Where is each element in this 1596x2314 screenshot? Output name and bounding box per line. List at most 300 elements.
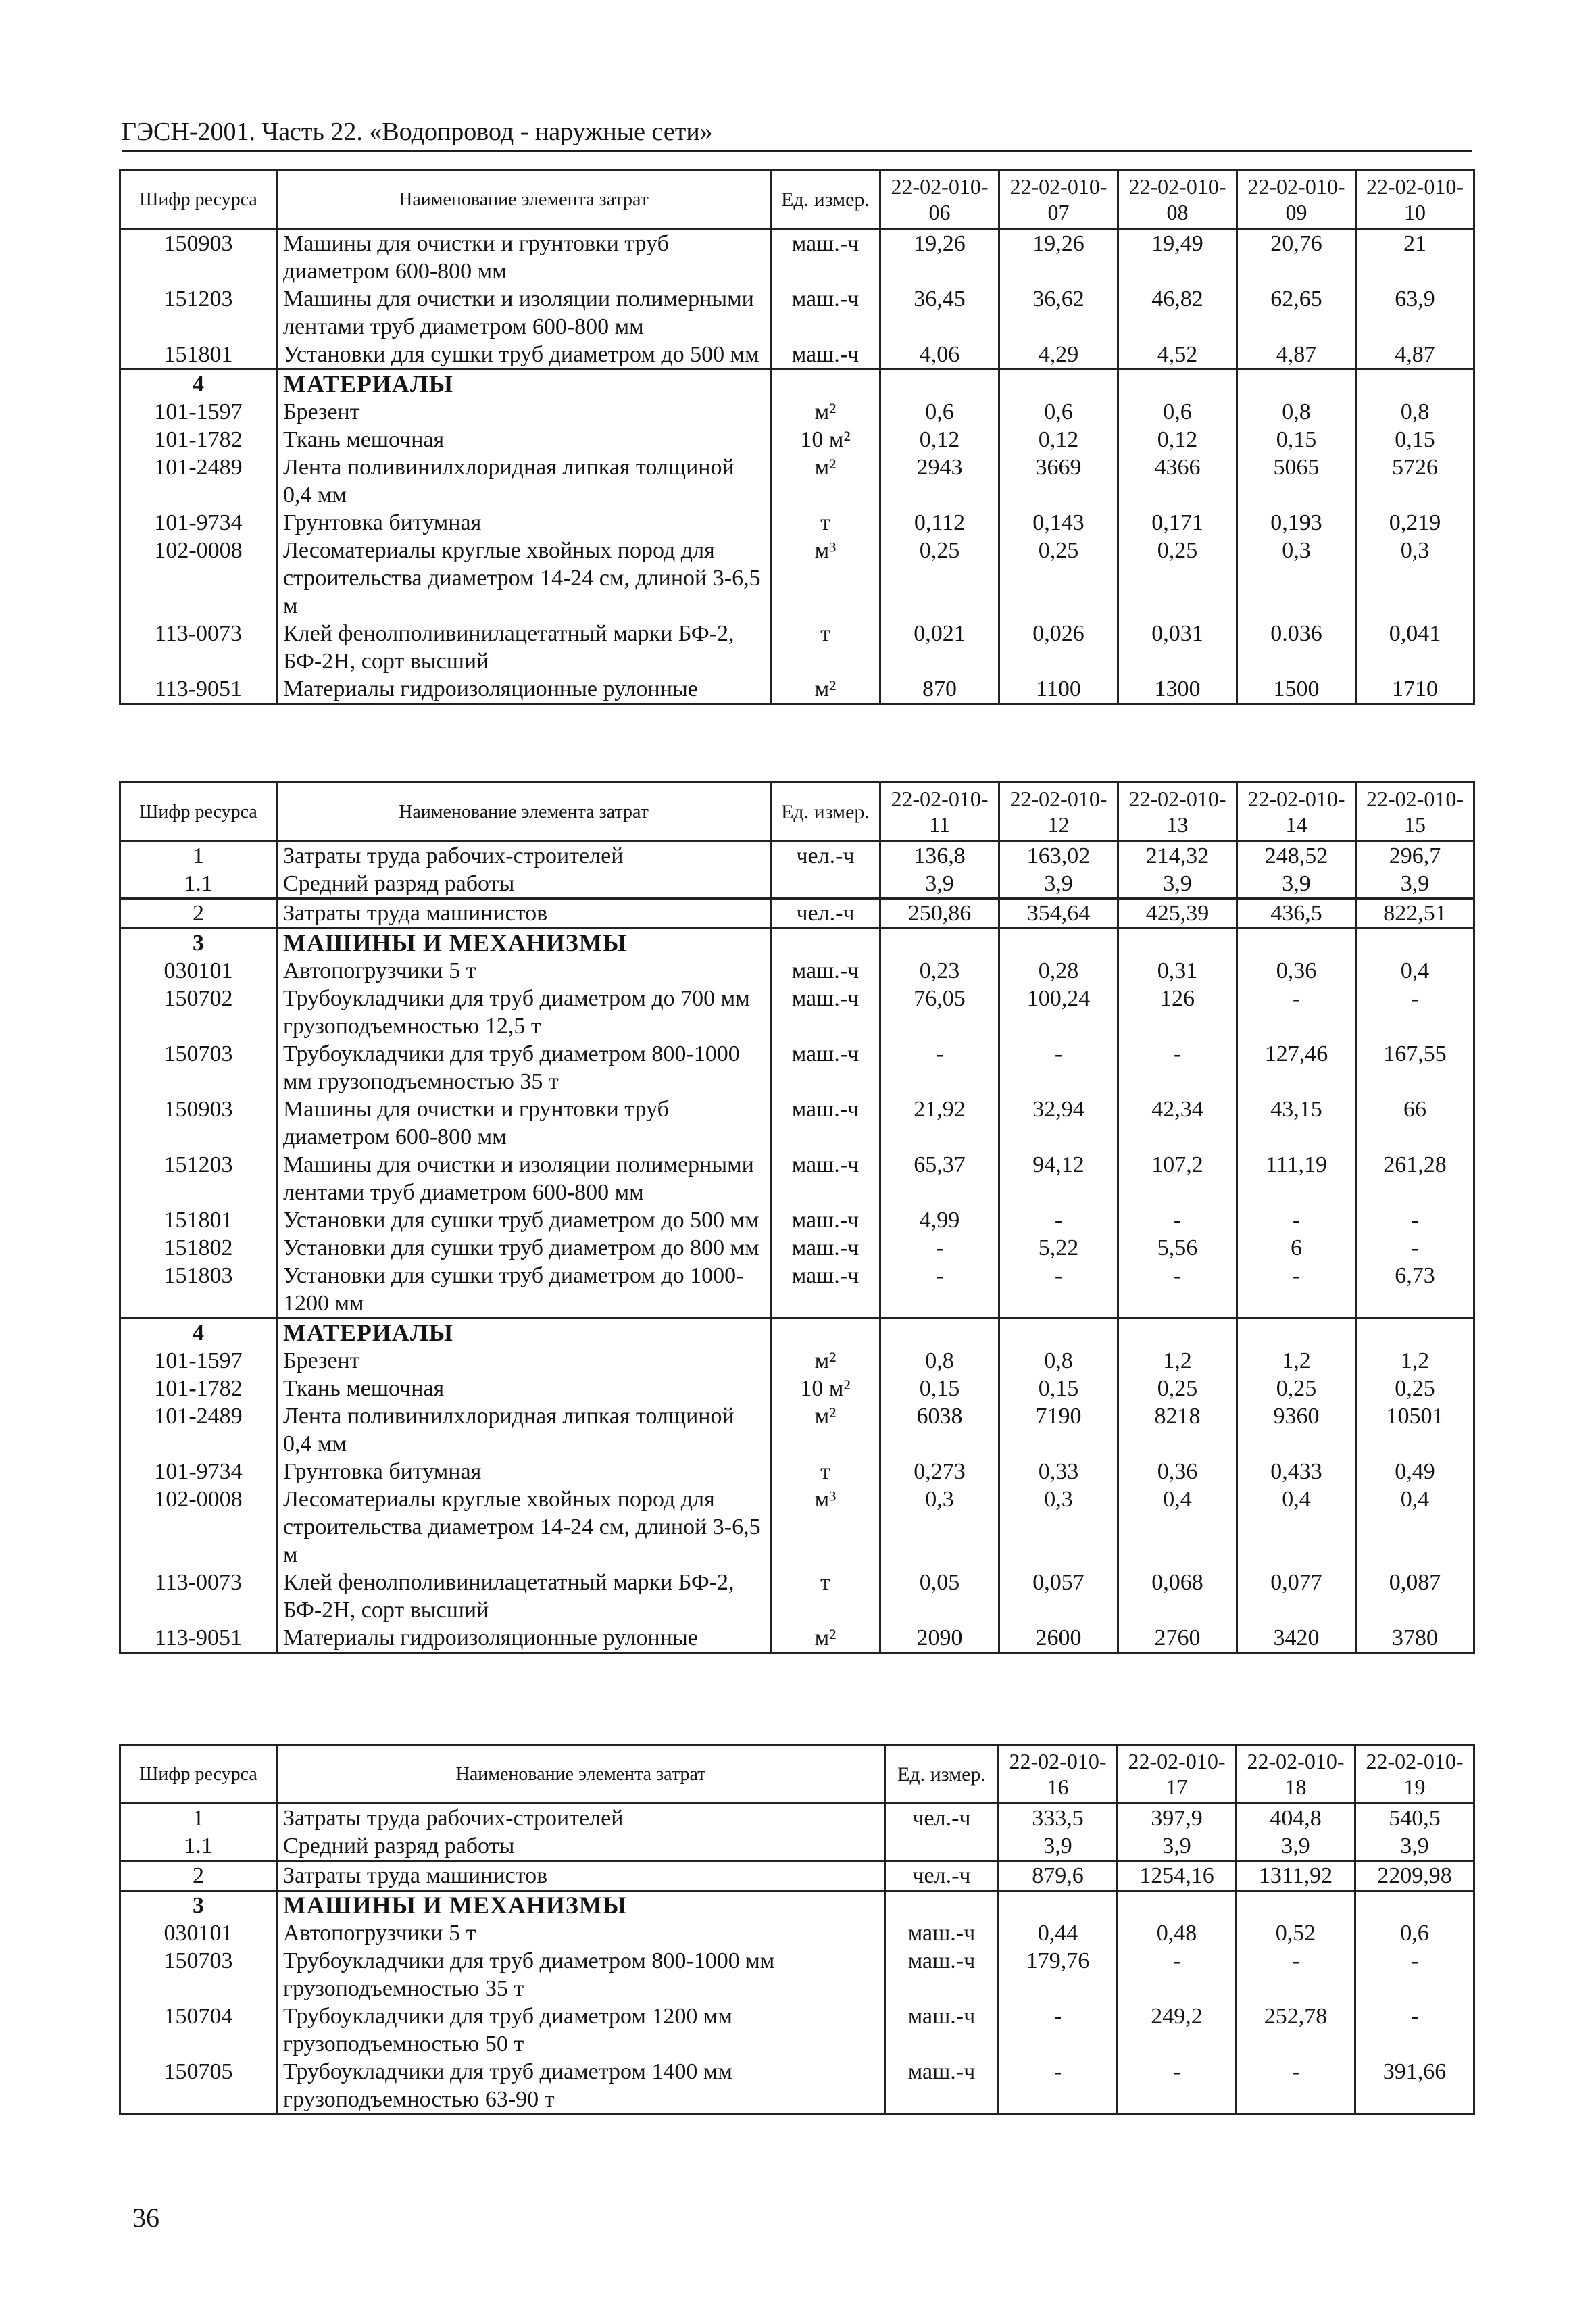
value-cell: 0,49	[1356, 1458, 1474, 1485]
resource-code: 113-9051	[120, 675, 277, 704]
table-row	[120, 1947, 1474, 2002]
value-cell: 0,041	[1356, 620, 1474, 675]
table-body	[120, 229, 1474, 704]
value-cell	[1356, 370, 1474, 399]
value-cell: 0,433	[1237, 1458, 1356, 1485]
resource-code: 030101	[120, 957, 277, 985]
value-cell: 3,9	[1118, 870, 1237, 899]
value-cell: 63,9	[1356, 285, 1474, 341]
value-cell: -	[880, 1262, 999, 1319]
value-cell: 5065	[1237, 453, 1356, 509]
unit-cell: маш.-ч	[771, 1206, 880, 1234]
value-cell: 0,25	[1118, 1375, 1237, 1402]
value-cell	[999, 370, 1118, 399]
value-cell: 0,3	[880, 1485, 999, 1569]
value-cell: 2760	[1118, 1624, 1237, 1653]
value-cell: 0,021	[880, 620, 999, 675]
value-cell: -	[999, 2002, 1118, 2058]
value-cell: 3,9	[1118, 1832, 1237, 1861]
column-header-name: Наименование элемента затрат	[277, 1745, 885, 1804]
value-cell: 6,73	[1356, 1262, 1474, 1319]
value-cell: 5,56	[1118, 1234, 1237, 1262]
value-cell	[1118, 1891, 1237, 1920]
resource-code: 1.1	[120, 870, 277, 899]
value-cell: 2090	[880, 1624, 999, 1653]
table-row	[120, 1040, 1474, 1096]
value-cell: 4,29	[999, 341, 1118, 370]
column-header-norm-code: 22-02-010-13	[1118, 783, 1237, 841]
cost-element-name: Установки для сушки труб диаметром до 500 мм	[277, 341, 771, 370]
value-cell: 0,3	[1237, 537, 1356, 620]
table-body	[120, 1804, 1474, 2115]
value-cell: 4,52	[1118, 341, 1237, 370]
value-cell: 0,15	[1237, 426, 1356, 453]
resource-code: 101-1782	[120, 1375, 277, 1402]
value-cell: 0,273	[880, 1458, 999, 1485]
cost-element-name: Автопогрузчики 5 т	[277, 957, 771, 985]
value-cell: 0,33	[999, 1458, 1118, 1485]
resource-code: 150703	[120, 1040, 277, 1096]
cost-element-name: Лесоматериалы круглые хвойных пород для строительства диаметром 14-24 см, длиной 3-6,5 м	[277, 1485, 771, 1569]
value-cell: 0,068	[1118, 1569, 1237, 1624]
value-cell	[1356, 929, 1474, 958]
value-cell: 248,52	[1237, 841, 1356, 870]
table-row	[120, 1861, 1474, 1891]
value-cell: 0,25	[999, 537, 1118, 620]
cost-element-name: Установки для сушки труб диаметром до 800 мм	[277, 1234, 771, 1262]
value-cell: 0,4	[1118, 1485, 1237, 1569]
table-row	[120, 1485, 1474, 1569]
value-cell: 21	[1356, 229, 1474, 286]
column-header-norm-code: 22-02-010-14	[1237, 783, 1356, 841]
unit-cell: м²	[771, 398, 880, 426]
resource-code: 3	[120, 1891, 277, 1920]
value-cell: 4,87	[1237, 341, 1356, 370]
resource-code: 1	[120, 1804, 277, 1833]
value-cell	[999, 1319, 1118, 1348]
value-cell: 0,026	[999, 620, 1118, 675]
value-cell: 0,44	[999, 1919, 1118, 1947]
value-cell: 354,64	[999, 899, 1118, 929]
unit-cell: м²	[771, 1624, 880, 1653]
resource-code: 150903	[120, 1096, 277, 1151]
value-cell: 0,6	[999, 398, 1118, 426]
column-header-norm-code: 22-02-010-08	[1118, 170, 1237, 229]
value-cell: 8218	[1118, 1402, 1237, 1458]
cost-element-name: Клей фенолполивинилацетатный марки БФ-2, БФ-2Н, сорт высший	[277, 1569, 771, 1624]
value-cell: 0,8	[880, 1347, 999, 1375]
value-cell: -	[1355, 2002, 1474, 2058]
value-cell: 3780	[1356, 1624, 1474, 1653]
column-header-norm-code: 22-02-010-10	[1356, 170, 1474, 229]
value-cell: 0,057	[999, 1569, 1118, 1624]
cost-element-name: Брезент	[277, 398, 771, 426]
table-row	[120, 2002, 1474, 2058]
value-cell: 1100	[999, 675, 1118, 704]
unit-cell	[771, 929, 880, 958]
value-cell	[1237, 929, 1356, 958]
resource-code: 150703	[120, 1947, 277, 2002]
resource-code: 113-0073	[120, 620, 277, 675]
value-cell: -	[1356, 985, 1474, 1040]
value-cell: 0,087	[1356, 1569, 1474, 1624]
unit-cell: маш.-ч	[771, 1096, 880, 1151]
unit-cell: маш.-ч	[771, 341, 880, 370]
value-cell: 3669	[999, 453, 1118, 509]
value-cell: 66	[1356, 1096, 1474, 1151]
unit-cell: маш.-ч	[885, 2002, 999, 2058]
value-cell: 6038	[880, 1402, 999, 1458]
value-cell: 404,8	[1237, 1804, 1355, 1833]
value-cell: 43,15	[1237, 1096, 1356, 1151]
cost-element-name: Машины для очистки и грунтовки труб диаметром 600-800 мм	[277, 1096, 771, 1151]
unit-cell: т	[771, 1569, 880, 1624]
unit-cell: маш.-ч	[885, 1947, 999, 2002]
value-cell: -	[1355, 1947, 1474, 2002]
cost-element-name: Клей фенолполивинилацетатный марки БФ-2, БФ-2Н, сорт высший	[277, 620, 771, 675]
resource-code: 150704	[120, 2002, 277, 2058]
column-header-norm-code: 22-02-010-11	[880, 783, 999, 841]
column-header-unit: Ед. измер.	[885, 1745, 999, 1804]
value-cell: 2209,98	[1355, 1861, 1474, 1891]
table-row	[120, 1151, 1474, 1206]
cost-element-name: Затраты труда рабочих-строителей	[277, 1804, 885, 1833]
value-cell	[1356, 1319, 1474, 1348]
value-cell: 0,3	[999, 1485, 1118, 1569]
value-cell: 0,219	[1356, 509, 1474, 537]
resource-code: 101-9734	[120, 1458, 277, 1485]
value-cell: 76,05	[880, 985, 999, 1040]
value-cell: 822,51	[1356, 899, 1474, 929]
unit-cell: м²	[771, 675, 880, 704]
unit-cell: маш.-ч	[771, 285, 880, 341]
resource-code: 101-2489	[120, 1402, 277, 1458]
value-cell: 0,36	[1237, 957, 1356, 985]
value-cell: -	[1118, 2058, 1237, 2115]
table-row	[120, 509, 1474, 537]
table-row	[120, 537, 1474, 620]
value-cell: 0,193	[1237, 509, 1356, 537]
value-cell: 296,7	[1356, 841, 1474, 870]
header-row	[120, 170, 1474, 229]
value-cell: -	[880, 1040, 999, 1096]
section-title: МАШИНЫ И МЕХАНИЗМЫ	[277, 929, 771, 958]
table-row	[120, 426, 1474, 453]
cost-element-name: Установки для сушки труб диаметром до 1000-1200 мм	[277, 1262, 771, 1319]
section-row	[120, 929, 1474, 958]
value-cell: 6	[1237, 1234, 1356, 1262]
value-cell: 0,05	[880, 1569, 999, 1624]
resource-table-1	[119, 169, 1475, 705]
value-cell: -	[1118, 1040, 1237, 1096]
value-cell: 0,8	[1237, 398, 1356, 426]
value-cell: 3,9	[1356, 870, 1474, 899]
value-cell: 250,86	[880, 899, 999, 929]
cost-element-name: Трубоукладчики для труб диаметром 1400 мм грузоподъемностью 63-90 т	[277, 2058, 885, 2115]
value-cell	[999, 929, 1118, 958]
column-header-norm-code: 22-02-010-06	[880, 170, 999, 229]
value-cell: 0,15	[999, 1375, 1118, 1402]
value-cell: 179,76	[999, 1947, 1118, 2002]
table-row	[120, 1206, 1474, 1234]
value-cell: 4,06	[880, 341, 999, 370]
header-row	[120, 1745, 1474, 1804]
column-header-norm-code: 22-02-010-12	[999, 783, 1118, 841]
unit-cell: м²	[771, 1347, 880, 1375]
value-cell: 3,9	[1355, 1832, 1474, 1861]
table-row	[120, 957, 1474, 985]
cost-element-name: Трубоукладчики для труб диаметром 800-1000 мм грузоподъемностью 35 т	[277, 1040, 771, 1096]
column-header-code: Шифр ресурса	[120, 1745, 277, 1804]
value-cell: -	[1356, 1206, 1474, 1234]
value-cell: 0,52	[1237, 1919, 1355, 1947]
value-cell: -	[999, 1206, 1118, 1234]
cost-element-name: Брезент	[277, 1347, 771, 1375]
value-cell: 94,12	[999, 1151, 1118, 1206]
resource-code: 101-1597	[120, 1347, 277, 1375]
value-cell: 4,87	[1356, 341, 1474, 370]
value-cell: 107,2	[1118, 1151, 1237, 1206]
column-header-name: Наименование элемента затрат	[277, 170, 771, 229]
value-cell: 46,82	[1118, 285, 1237, 341]
value-cell: 0,12	[1118, 426, 1237, 453]
value-cell: 0,12	[999, 426, 1118, 453]
value-cell: -	[1237, 1262, 1356, 1319]
table-row	[120, 1832, 1474, 1861]
table-row	[120, 1262, 1474, 1319]
resource-code: 150705	[120, 2058, 277, 2115]
unit-cell: м³	[771, 1485, 880, 1569]
value-cell: 0,25	[880, 537, 999, 620]
value-cell: 0,6	[1355, 1919, 1474, 1947]
value-cell: 7190	[999, 1402, 1118, 1458]
column-header-norm-code: 22-02-010-19	[1355, 1745, 1474, 1804]
value-cell: 0,25	[1237, 1375, 1356, 1402]
resource-code: 151803	[120, 1262, 277, 1319]
value-cell: 36,45	[880, 285, 999, 341]
table-row	[120, 1569, 1474, 1624]
value-cell: 19,26	[880, 229, 999, 286]
value-cell: 3,9	[880, 870, 999, 899]
value-cell: -	[1118, 1947, 1237, 2002]
value-cell: 5726	[1356, 453, 1474, 509]
value-cell: 333,5	[999, 1804, 1118, 1833]
value-cell: 3420	[1237, 1624, 1356, 1653]
value-cell: -	[999, 1262, 1118, 1319]
value-cell: 0,12	[880, 426, 999, 453]
value-cell: 0,171	[1118, 509, 1237, 537]
section-row	[120, 1891, 1474, 1920]
cost-element-name: Средний разряд работы	[277, 870, 771, 899]
unit-cell: маш.-ч	[771, 1262, 880, 1319]
value-cell: 1,2	[1118, 1347, 1237, 1375]
value-cell: 32,94	[999, 1096, 1118, 1151]
resource-code: 113-0073	[120, 1569, 277, 1624]
table-header	[120, 170, 1474, 229]
value-cell: 249,2	[1118, 2002, 1237, 2058]
value-cell: 0,15	[880, 1375, 999, 1402]
value-cell: 21,92	[880, 1096, 999, 1151]
value-cell: 42,34	[1118, 1096, 1237, 1151]
value-cell: 4,99	[880, 1206, 999, 1234]
column-header-code: Шифр ресурса	[120, 783, 277, 841]
column-header-unit: Ед. измер.	[771, 783, 880, 841]
cost-element-name: Затраты труда машинистов	[277, 899, 771, 929]
value-cell: 0,36	[1118, 1458, 1237, 1485]
value-cell	[1118, 929, 1237, 958]
table-row	[120, 341, 1474, 370]
value-cell: 136,8	[880, 841, 999, 870]
unit-cell: 10 м²	[771, 426, 880, 453]
section-title: МАТЕРИАЛЫ	[277, 1319, 771, 1348]
table-body	[120, 841, 1474, 1653]
resource-code: 4	[120, 370, 277, 399]
cost-element-name: Лента поливинилхлоридная липкая толщиной 0,4 мм	[277, 453, 771, 509]
resource-code: 030101	[120, 1919, 277, 1947]
table-row	[120, 1458, 1474, 1485]
resource-code: 151801	[120, 1206, 277, 1234]
unit-cell: м³	[771, 537, 880, 620]
value-cell: 1311,92	[1237, 1861, 1355, 1891]
value-cell: 10501	[1356, 1402, 1474, 1458]
value-cell: 0,23	[880, 957, 999, 985]
value-cell: 425,39	[1118, 899, 1237, 929]
unit-cell: т	[771, 620, 880, 675]
value-cell: 19,49	[1118, 229, 1237, 286]
value-cell: 62,65	[1237, 285, 1356, 341]
section-title: МАТЕРИАЛЫ	[277, 370, 771, 399]
section-row	[120, 370, 1474, 399]
value-cell: 163,02	[999, 841, 1118, 870]
value-cell: 0,6	[1118, 398, 1237, 426]
resource-code: 1	[120, 841, 277, 870]
value-cell: 0,3	[1356, 537, 1474, 620]
unit-cell: чел.-ч	[771, 899, 880, 929]
cost-element-name: Средний разряд работы	[277, 1832, 885, 1861]
column-header-norm-code: 22-02-010-16	[999, 1745, 1118, 1804]
unit-cell	[885, 1832, 999, 1861]
resource-code: 3	[120, 929, 277, 958]
resource-code: 101-1782	[120, 426, 277, 453]
value-cell	[880, 1319, 999, 1348]
value-cell: 0,143	[999, 509, 1118, 537]
value-cell: -	[999, 1040, 1118, 1096]
resource-code: 101-1597	[120, 398, 277, 426]
value-cell: 3,9	[1237, 1832, 1355, 1861]
cost-element-name: Лента поливинилхлоридная липкая толщиной 0,4 мм	[277, 1402, 771, 1458]
value-cell: 2600	[999, 1624, 1118, 1653]
value-cell: 397,9	[1118, 1804, 1237, 1833]
value-cell: 3,9	[999, 1832, 1118, 1861]
value-cell	[1118, 1319, 1237, 1348]
cost-element-name: Материалы гидроизоляционные рулонные	[277, 1624, 771, 1653]
value-cell	[999, 1891, 1118, 1920]
table-row	[120, 841, 1474, 870]
value-cell: 0,25	[1118, 537, 1237, 620]
value-cell: 0,15	[1356, 426, 1474, 453]
table-row	[120, 229, 1474, 286]
value-cell: 1300	[1118, 675, 1237, 704]
value-cell: 0,25	[1356, 1375, 1474, 1402]
unit-cell: м²	[771, 453, 880, 509]
resource-code: 4	[120, 1319, 277, 1348]
resource-code: 151801	[120, 341, 277, 370]
value-cell: 20,76	[1237, 229, 1356, 286]
value-cell	[1118, 370, 1237, 399]
resource-code: 150702	[120, 985, 277, 1040]
value-cell: -	[1118, 1206, 1237, 1234]
value-cell: 0,112	[880, 509, 999, 537]
value-cell: 127,46	[1237, 1040, 1356, 1096]
page-number: 36	[132, 2202, 159, 2233]
value-cell: 126	[1118, 985, 1237, 1040]
table-row	[120, 1375, 1474, 1402]
value-cell: 1,2	[1237, 1347, 1356, 1375]
table-row	[120, 1347, 1474, 1375]
value-cell: 0,031	[1118, 620, 1237, 675]
value-cell	[1237, 1891, 1355, 1920]
column-header-name: Наименование элемента затрат	[277, 783, 771, 841]
value-cell: 0,077	[1237, 1569, 1356, 1624]
value-cell	[880, 929, 999, 958]
resource-code: 113-9051	[120, 1624, 277, 1653]
value-cell: -	[999, 2058, 1118, 2115]
value-cell: 0,4	[1237, 1485, 1356, 1569]
table-row	[120, 1234, 1474, 1262]
resource-code: 151203	[120, 285, 277, 341]
value-cell: 5,22	[999, 1234, 1118, 1262]
value-cell: 0,4	[1356, 957, 1474, 985]
resource-table-3	[119, 1744, 1475, 2115]
resource-table-2	[119, 781, 1475, 1654]
unit-cell: м²	[771, 1402, 880, 1458]
column-header-norm-code: 22-02-010-17	[1118, 1745, 1237, 1804]
column-header-norm-code: 22-02-010-09	[1237, 170, 1356, 229]
section-row	[120, 1319, 1474, 1348]
column-header-unit: Ед. измер.	[771, 170, 880, 229]
value-cell	[880, 370, 999, 399]
table-row	[120, 2058, 1474, 2115]
unit-cell: чел.-ч	[771, 841, 880, 870]
header-row	[120, 783, 1474, 841]
cost-element-name: Трубоукладчики для труб диаметром до 700 мм грузоподъемностью 12,5 т	[277, 985, 771, 1040]
running-header: ГЭСН-2001. Часть 22. «Водопровод - наружные сети»	[122, 114, 1472, 152]
value-cell: 1710	[1356, 675, 1474, 704]
table-row	[120, 870, 1474, 899]
value-cell: 1254,16	[1118, 1861, 1237, 1891]
value-cell: 540,5	[1355, 1804, 1474, 1833]
unit-cell: маш.-ч	[771, 1151, 880, 1206]
value-cell: 9360	[1237, 1402, 1356, 1458]
table-header	[120, 1745, 1474, 1804]
value-cell	[1237, 370, 1356, 399]
unit-cell: маш.-ч	[771, 1234, 880, 1262]
value-cell: -	[1118, 1262, 1237, 1319]
table-row	[120, 675, 1474, 704]
value-cell: -	[880, 1234, 999, 1262]
table-row	[120, 620, 1474, 675]
value-cell: 1500	[1237, 675, 1356, 704]
value-cell: 0,6	[880, 398, 999, 426]
unit-cell	[771, 370, 880, 399]
unit-cell: маш.-ч	[885, 1919, 999, 1947]
cost-element-name: Ткань мешочная	[277, 1375, 771, 1402]
cost-element-name: Автопогрузчики 5 т	[277, 1919, 885, 1947]
resource-code: 2	[120, 1861, 277, 1891]
value-cell: -	[1356, 1234, 1474, 1262]
value-cell: 0,48	[1118, 1919, 1237, 1947]
value-cell: -	[1237, 1206, 1356, 1234]
